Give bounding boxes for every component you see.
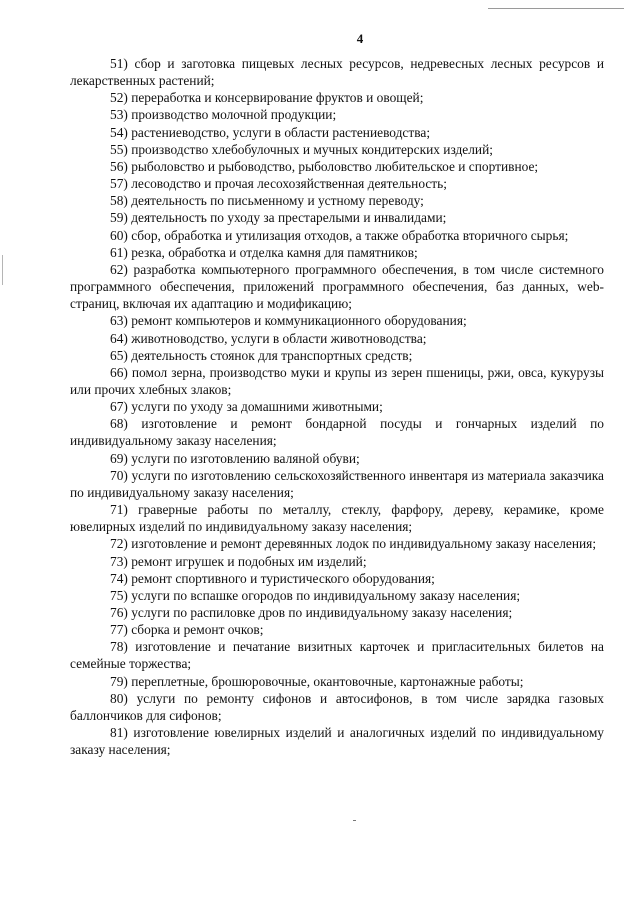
list-item: 76) услуги по распиловке дров по индивидуальному заказу населения; bbox=[110, 605, 513, 620]
list-item: 68) изготовление и ремонт бондарной посуды и гончарных изделий по индивидуальному заказу населения; bbox=[70, 416, 604, 449]
list-item: 66) помол зерна, производство муки и крупы из зерен пшеницы, ржи, овса, кукурузы или прочих хлебных злаков; bbox=[70, 364, 604, 397]
list-item: 64) животноводство, услуги в области животноводства; bbox=[110, 330, 427, 346]
list-item: 65) деятельность стоянок для транспортных средств; bbox=[110, 347, 413, 363]
list-item: 61) резка, обработка и отделка камня для памятников; bbox=[110, 244, 418, 260]
list-item: 73) ремонт игрушек и подобных им изделий; bbox=[110, 553, 367, 569]
list-item: 57) лесоводство и прочая лесохозяйственная деятельность; bbox=[110, 176, 447, 192]
list-item: 69) услуги по изготовлению валяной обуви; bbox=[110, 450, 360, 466]
list-item: 51) сбор и заготовка пищевых лесных ресурсов, недревесных лесных ресурсов и лекарственных растений; bbox=[70, 56, 604, 89]
list-item: 67) услуги по уходу за домашними животными; bbox=[110, 399, 383, 415]
list-item: 58) деятельность по письменному и устному переводу; bbox=[110, 193, 424, 209]
list-item: 52) переработка и консервирование фруктов и овощей; bbox=[110, 90, 424, 106]
scan-dot-mark bbox=[353, 820, 356, 821]
list-item: 56) рыболовство и рыбоводство, рыболовство любительское и спортивное; bbox=[110, 158, 539, 174]
list-item: 78) изготовление и печатание визитных карточек и пригласительных билетов на семейные торжества; bbox=[70, 639, 604, 672]
list-item: 81) изготовление ювелирных изделий и аналогичных изделий по индивидуальному заказу населения; bbox=[70, 725, 604, 758]
list-item: 75) услуги по вспашке огородов по индивидуальному заказу населения; bbox=[110, 587, 521, 603]
scan-left-edge-mark bbox=[2, 255, 3, 285]
list-item: 55) производство хлебобулочных и мучных кондитерских изделий; bbox=[110, 141, 493, 157]
list-item: 77) сборка и ремонт очков; bbox=[110, 622, 264, 638]
list-item: 79) переплетные, брошюровочные, окантовочные, картонажные работы; bbox=[110, 673, 524, 689]
scan-top-rule bbox=[488, 8, 624, 9]
list-item: 72) изготовление и ремонт деревянных лодок по индивидуальному заказу населения; bbox=[110, 536, 597, 552]
list-item: 59) деятельность по уходу за престарелыми и инвалидами; bbox=[110, 210, 447, 226]
list-item: 62) разработка компьютерного программного обеспечения, в том числе системного программного обеспечения, приложений программного обеспечения, баз данных, web-страниц, включая их адаптацию и модификацию; bbox=[70, 261, 604, 312]
list-item: 74) ремонт спортивного и туристического оборудования; bbox=[110, 570, 435, 586]
list-item: 53) производство молочной продукции; bbox=[110, 107, 337, 123]
page-number: 4 bbox=[356, 31, 364, 46]
activity-list bbox=[70, 55, 604, 758]
list-item: 60) сбор, обработка и утилизация отходов, а также обработка вторичного сырья; bbox=[110, 227, 569, 243]
list-item: 54) растениеводство, услуги в области растениеводства; bbox=[110, 124, 431, 140]
list-item: 63) ремонт компьютеров и коммуникационного оборудования; bbox=[110, 313, 467, 329]
list-item: 70) услуги по изготовлению сельскохозяйственного инвентаря из материала заказчика по индивидуальному заказу населения; bbox=[70, 467, 604, 500]
list-item: 80) услуги по ремонту сифонов и автосифонов, в том числе зарядка газовых баллончиков для сифонов; bbox=[70, 690, 604, 723]
list-item: 71) граверные работы по металлу, стеклу, фарфору, дереву, керамике, кроме ювелирных изделий по индивидуальному заказу населения; bbox=[70, 502, 604, 535]
